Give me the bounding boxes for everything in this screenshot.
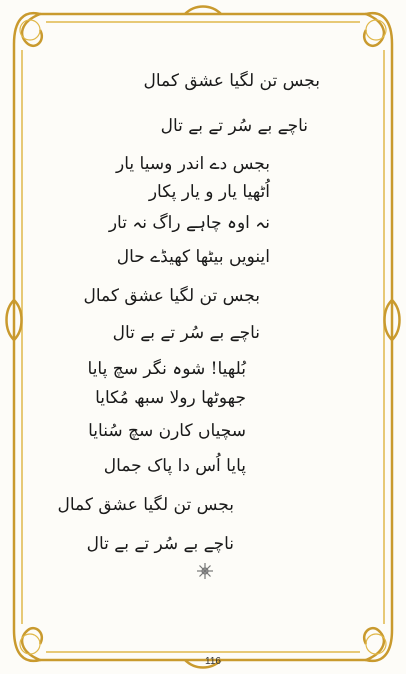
poem-line: بجس دے اندر وسیا یار bbox=[116, 154, 270, 174]
poem-line: بجس تن لگیا عشق کمال bbox=[57, 495, 234, 515]
poem-line: نہ اوہ چاہے راگ نہ تار bbox=[108, 213, 270, 233]
poem-line: ناچے بے سُر تے بے تال bbox=[86, 534, 234, 554]
poem-line: پایا اُس دا پاک جمال bbox=[103, 456, 246, 476]
poem-line: سچیاں کارن سچ سُنایا bbox=[88, 421, 246, 441]
star-flower-icon bbox=[196, 562, 214, 580]
poem-line: بُلھیا! شوہ نگر سچ پایا bbox=[87, 359, 246, 379]
page-number: 116 bbox=[205, 656, 221, 667]
poem-line: جھوٹھا رولا سبھ مُکایا bbox=[95, 388, 246, 408]
poem-line: بجس تن لگیا عشق کمال bbox=[143, 71, 320, 91]
poem-line: بجس تن لگیا عشق کمال bbox=[83, 286, 260, 306]
poem-line: اینویں بیٹھا کھیڈے حال bbox=[116, 247, 270, 267]
poem-line: ناچے بے سُر تے بے تال bbox=[160, 116, 308, 136]
poem-line: ناچے بے سُر تے بے تال bbox=[112, 323, 260, 343]
poem-line: اُٹھیا یار و یار پکار bbox=[148, 182, 270, 202]
